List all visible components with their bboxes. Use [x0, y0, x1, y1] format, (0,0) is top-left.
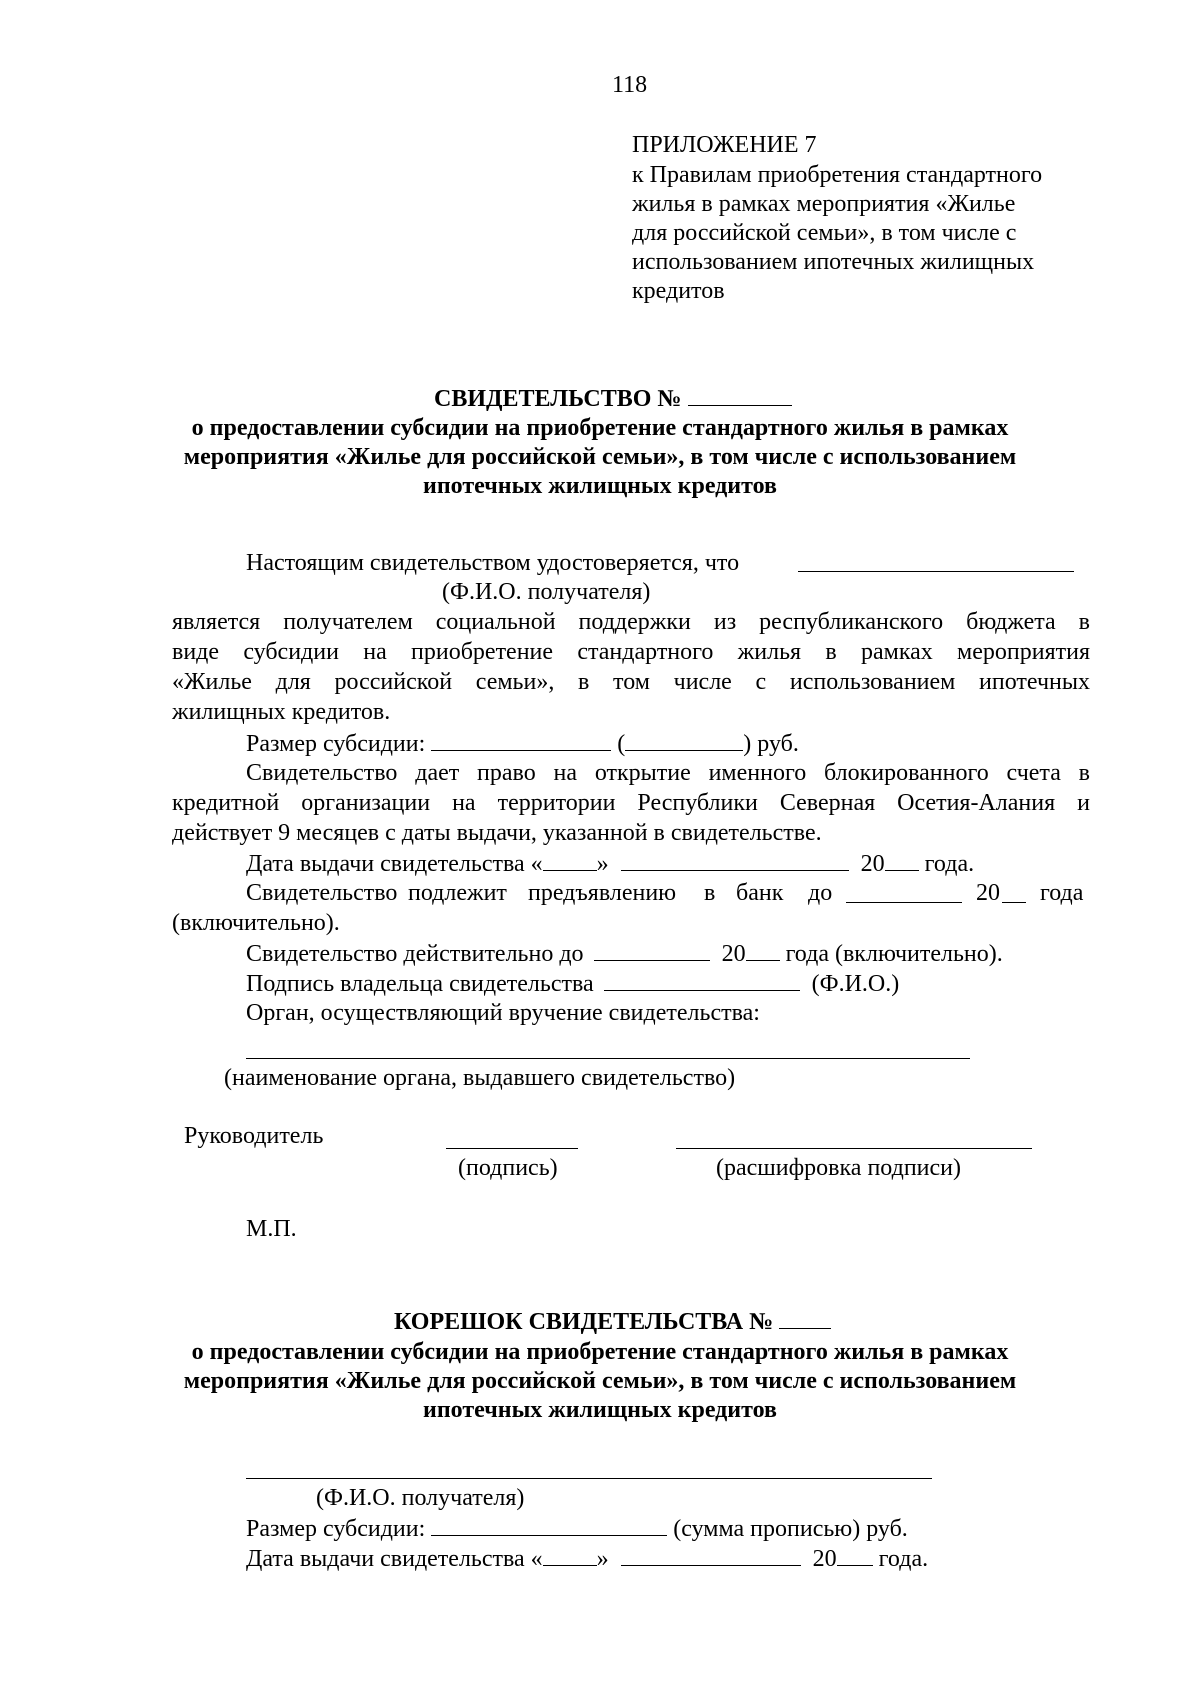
- valid-year-blank: [746, 938, 780, 961]
- subsidy-words-blank: [625, 728, 743, 751]
- certificate-title: СВИДЕТЕЛЬСТВО №: [434, 383, 792, 414]
- bank-word: подлежит: [408, 880, 507, 906]
- organ-name-blank: [246, 1058, 970, 1059]
- subsidy-row: Размер субсидии: ( ) руб.: [246, 728, 799, 759]
- issue-date-row: Дата выдачи свидетельства « » 20 года.: [246, 848, 974, 879]
- owner-signature-blank: [604, 968, 800, 991]
- certificate-subtitle: мероприятия «Жилье для российской семьи», в том числе с использованием: [183, 444, 1017, 470]
- rights-line: кредитной организации на территории Республики Северная Осетия-Алания и: [172, 790, 1090, 816]
- organ-caption: (наименование органа, выдавшего свидетельство): [224, 1065, 736, 1091]
- stub-issue-day-blank: [543, 1543, 597, 1566]
- stub-subtitle: о предоставлении субсидии на приобретение стандартного жилья в рамках: [191, 1339, 1009, 1365]
- recipient-caption: (Ф.И.О. получателя): [442, 579, 651, 605]
- stub-number-blank: [779, 1306, 831, 1329]
- stamp-place: М.П.: [246, 1216, 297, 1242]
- stub-issue-month-blank: [621, 1543, 801, 1566]
- body-line: «Жилье для российской семьи», в том числе с использованием ипотечных: [172, 669, 1090, 695]
- stub-title: КОРЕШОК СВИДЕТЕЛЬСТВА №: [394, 1306, 831, 1337]
- organ-label: Орган, осуществляющий вручение свидетельства:: [246, 1000, 760, 1026]
- signature-decode-caption: (расшифровка подписи): [716, 1155, 961, 1181]
- stub-recipient-caption: (Ф.И.О. получателя): [316, 1485, 525, 1511]
- bank-word: Свидетельство: [246, 880, 398, 906]
- appendix-line: для российской семьи», в том числе с: [632, 220, 1017, 246]
- stub-subsidy-row: Размер субсидии: (сумма прописью) руб.: [246, 1513, 908, 1544]
- stub-subtitle: мероприятия «Жилье для российской семьи», в том числе с использованием: [183, 1368, 1017, 1394]
- body-line: виде субсидии на приобретение стандартного жилья в рамках мероприятия: [172, 639, 1090, 665]
- certificate-subtitle: о предоставлении субсидии на приобретение стандартного жилья в рамках: [191, 415, 1009, 441]
- bank-word: банк: [736, 880, 784, 906]
- head-label: Руководитель: [184, 1123, 324, 1149]
- stub-recipient-blank: [246, 1478, 932, 1479]
- stub-subtitle: ипотечных жилищных кредитов: [423, 1397, 777, 1423]
- body-line: жилищных кредитов.: [172, 699, 391, 725]
- rights-line: Свидетельство дает право на открытие именного блокированного счета в: [246, 760, 1090, 786]
- head-signature-blank: [446, 1148, 578, 1149]
- subsidy-amount-blank: [431, 728, 611, 751]
- bank-inclusive: (включительно).: [172, 910, 340, 936]
- appendix-title: ПРИЛОЖЕНИЕ 7: [632, 132, 817, 158]
- owner-signature-row: Подпись владельца свидетельства (Ф.И.О.): [246, 968, 899, 999]
- bank-year-blank: [1002, 902, 1026, 903]
- signature-caption: (подпись): [458, 1155, 558, 1181]
- bank-year-prefix: 20: [976, 880, 1000, 906]
- certificate-number-blank: [688, 383, 792, 406]
- issue-year-blank: [885, 848, 919, 871]
- recipient-name-blank: [798, 571, 1074, 572]
- appendix-line: использованием ипотечных жилищных: [632, 249, 1035, 275]
- bank-date-blank: [846, 902, 962, 903]
- head-name-blank: [676, 1148, 1032, 1149]
- issue-month-blank: [621, 848, 849, 871]
- issue-day-blank: [543, 848, 597, 871]
- bank-word: до: [808, 880, 833, 906]
- valid-date-blank: [594, 938, 710, 961]
- appendix-line: жилья в рамках мероприятия «Жилье: [632, 191, 1016, 217]
- page-number: 118: [612, 72, 648, 98]
- stub-issue-year-blank: [837, 1543, 873, 1566]
- stub-subsidy-blank: [431, 1513, 667, 1536]
- stub-issue-date-row: Дата выдачи свидетельства « » 20 года.: [246, 1543, 928, 1574]
- valid-until-row: Свидетельство действительно до 20 года (включительно).: [246, 938, 1003, 969]
- body-line: является получателем социальной поддержки из республиканского бюджета в: [172, 609, 1090, 635]
- bank-year-suffix: года: [1040, 880, 1084, 906]
- certify-text: Настоящим свидетельством удостоверяется, что: [246, 550, 740, 576]
- certificate-subtitle: ипотечных жилищных кредитов: [423, 473, 777, 499]
- appendix-line: кредитов: [632, 278, 725, 304]
- bank-word: в: [704, 880, 716, 906]
- rights-line: действует 9 месяцев с даты выдачи, указанной в свидетельстве.: [172, 820, 822, 846]
- appendix-line: к Правилам приобретения стандартного: [632, 162, 1043, 188]
- bank-word: предъявлению: [528, 880, 677, 906]
